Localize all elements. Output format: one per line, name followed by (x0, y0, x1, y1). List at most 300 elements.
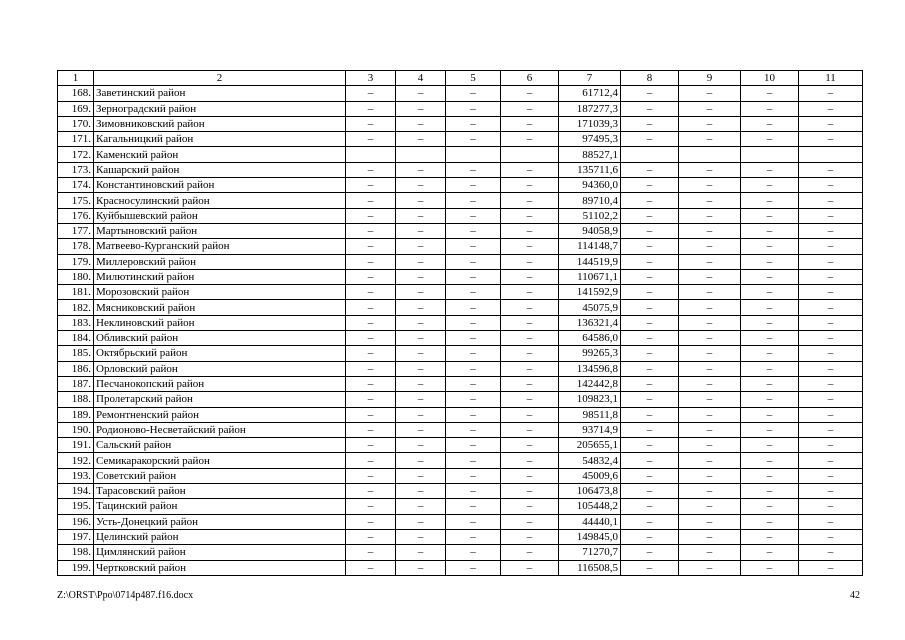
dash-cell: – (501, 178, 559, 193)
dash-cell: – (346, 499, 396, 514)
dash-cell: – (396, 422, 446, 437)
dash-cell: – (446, 239, 501, 254)
table-row (58, 453, 863, 468)
dash-cell: – (799, 269, 863, 284)
dash-cell: – (621, 529, 679, 544)
dash-cell: – (501, 407, 559, 422)
dash-cell: – (346, 254, 396, 269)
dash-cell: – (501, 239, 559, 254)
dash-cell: – (446, 422, 501, 437)
dash-cell: – (741, 86, 799, 101)
row-number: 185. (58, 346, 94, 361)
dash-cell: – (501, 223, 559, 238)
dash-cell: – (621, 254, 679, 269)
dash-cell: – (501, 331, 559, 346)
dash-cell (346, 147, 396, 162)
district-name: Тарасовский район (94, 484, 346, 499)
dash-cell: – (446, 560, 501, 575)
dash-cell: – (501, 361, 559, 376)
dash-cell: – (679, 499, 741, 514)
table-row (58, 407, 863, 422)
dash-cell: – (679, 484, 741, 499)
district-name: Ремонтненский район (94, 407, 346, 422)
dash-cell: – (446, 269, 501, 284)
dash-cell: – (741, 453, 799, 468)
row-number: 172. (58, 147, 94, 162)
dash-cell: – (346, 315, 396, 330)
dash-cell: – (346, 346, 396, 361)
dash-cell: – (679, 208, 741, 223)
dash-cell: – (679, 254, 741, 269)
value-cell: 116508,5 (559, 560, 621, 575)
table-row (58, 269, 863, 284)
dash-cell: – (621, 86, 679, 101)
table-row (58, 560, 863, 575)
dash-cell: – (621, 285, 679, 300)
dash-cell: – (679, 239, 741, 254)
dash-cell: – (679, 86, 741, 101)
table-row (58, 514, 863, 529)
dash-cell: – (621, 484, 679, 499)
dash-cell: – (679, 346, 741, 361)
column-header: 2 (94, 71, 346, 86)
dash-cell: – (446, 346, 501, 361)
dash-cell: – (396, 407, 446, 422)
dash-cell: – (799, 514, 863, 529)
district-name: Милютинский район (94, 269, 346, 284)
dash-cell: – (501, 208, 559, 223)
value-cell: 171039,3 (559, 116, 621, 131)
dash-cell: – (346, 285, 396, 300)
dash-cell: – (346, 101, 396, 116)
dash-cell: – (396, 361, 446, 376)
dash-cell: – (446, 178, 501, 193)
dash-cell: – (396, 193, 446, 208)
dash-cell: – (396, 116, 446, 131)
dash-cell (679, 147, 741, 162)
row-number: 190. (58, 422, 94, 437)
district-name: Обливский район (94, 331, 346, 346)
dash-cell: – (621, 499, 679, 514)
district-name: Мартыновский район (94, 223, 346, 238)
dash-cell (741, 147, 799, 162)
dash-cell: – (396, 132, 446, 147)
dash-cell: – (501, 315, 559, 330)
dash-cell: – (741, 392, 799, 407)
dash-cell: – (346, 560, 396, 575)
table-row (58, 392, 863, 407)
dash-cell: – (679, 162, 741, 177)
dash-cell: – (446, 208, 501, 223)
column-header: 10 (741, 71, 799, 86)
dash-cell: – (396, 254, 446, 269)
dash-cell: – (741, 162, 799, 177)
dash-cell: – (501, 392, 559, 407)
dash-cell: – (741, 239, 799, 254)
dash-cell: – (396, 453, 446, 468)
dash-cell: – (621, 208, 679, 223)
row-number: 171. (58, 132, 94, 147)
dash-cell: – (799, 529, 863, 544)
dash-cell: – (346, 86, 396, 101)
dash-cell: – (446, 101, 501, 116)
dash-cell: – (799, 132, 863, 147)
dash-cell: – (799, 193, 863, 208)
table-body (58, 86, 863, 576)
dash-cell: – (741, 514, 799, 529)
dash-cell: – (346, 223, 396, 238)
district-name: Семикаракорский район (94, 453, 346, 468)
dash-cell: – (741, 560, 799, 575)
column-header: 1 (58, 71, 94, 86)
dash-cell: – (446, 514, 501, 529)
dash-cell: – (346, 361, 396, 376)
dash-cell: – (679, 468, 741, 483)
dash-cell: – (396, 376, 446, 391)
dash-cell: – (396, 331, 446, 346)
dash-cell: – (446, 116, 501, 131)
dash-cell: – (501, 346, 559, 361)
row-number: 170. (58, 116, 94, 131)
dash-cell: – (799, 361, 863, 376)
dash-cell: – (679, 560, 741, 575)
row-number: 189. (58, 407, 94, 422)
column-header: 9 (679, 71, 741, 86)
table-row (58, 376, 863, 391)
dash-cell: – (501, 560, 559, 575)
district-name: Константиновский район (94, 178, 346, 193)
row-number: 180. (58, 269, 94, 284)
row-number: 187. (58, 376, 94, 391)
dash-cell: – (799, 101, 863, 116)
dash-cell: – (799, 499, 863, 514)
dash-cell: – (679, 529, 741, 544)
dash-cell: – (396, 545, 446, 560)
value-cell: 71270,7 (559, 545, 621, 560)
dash-cell: – (396, 208, 446, 223)
value-cell: 54832,4 (559, 453, 621, 468)
district-name: Зимовниковский район (94, 116, 346, 131)
dash-cell: – (446, 545, 501, 560)
dash-cell: – (396, 86, 446, 101)
dash-cell (799, 147, 863, 162)
table-row (58, 285, 863, 300)
value-cell: 94360,0 (559, 178, 621, 193)
dash-cell: – (396, 529, 446, 544)
value-cell: 61712,4 (559, 86, 621, 101)
table-header-row (58, 71, 863, 86)
dash-cell: – (799, 178, 863, 193)
table-row (58, 208, 863, 223)
dash-cell: – (446, 223, 501, 238)
dash-cell: – (346, 376, 396, 391)
dash-cell: – (446, 193, 501, 208)
dash-cell: – (396, 484, 446, 499)
dash-cell: – (621, 223, 679, 238)
table-row (58, 315, 863, 330)
district-name: Каменский район (94, 147, 346, 162)
dash-cell: – (446, 331, 501, 346)
dash-cell: – (679, 178, 741, 193)
value-cell: 64586,0 (559, 331, 621, 346)
dash-cell: – (621, 453, 679, 468)
value-cell: 141592,9 (559, 285, 621, 300)
dash-cell: – (346, 239, 396, 254)
dash-cell: – (446, 132, 501, 147)
dash-cell: – (346, 468, 396, 483)
dash-cell: – (799, 438, 863, 453)
table-row (58, 361, 863, 376)
dash-cell: – (396, 560, 446, 575)
dash-cell: – (741, 529, 799, 544)
dash-cell: – (396, 468, 446, 483)
district-name: Красносулинский район (94, 193, 346, 208)
value-cell: 97495,3 (559, 132, 621, 147)
dash-cell: – (446, 361, 501, 376)
dash-cell: – (621, 315, 679, 330)
dash-cell: – (501, 86, 559, 101)
district-name: Сальский район (94, 438, 346, 453)
dash-cell: – (741, 223, 799, 238)
table-row (58, 223, 863, 238)
dash-cell: – (799, 484, 863, 499)
dash-cell: – (679, 315, 741, 330)
district-name: Орловский район (94, 361, 346, 376)
value-cell: 44440,1 (559, 514, 621, 529)
table-row (58, 254, 863, 269)
dash-cell: – (621, 468, 679, 483)
dash-cell: – (621, 361, 679, 376)
dash-cell: – (346, 300, 396, 315)
dash-cell: – (799, 86, 863, 101)
dash-cell: – (346, 453, 396, 468)
dash-cell: – (346, 178, 396, 193)
dash-cell: – (346, 193, 396, 208)
dash-cell: – (741, 132, 799, 147)
dash-cell (396, 147, 446, 162)
district-name: Усть-Донецкий район (94, 514, 346, 529)
footer-page-number: 42 (850, 590, 860, 601)
value-cell: 51102,2 (559, 208, 621, 223)
value-cell: 99265,3 (559, 346, 621, 361)
dash-cell: – (501, 499, 559, 514)
value-cell: 134596,8 (559, 361, 621, 376)
dash-cell: – (396, 438, 446, 453)
district-name: Заветинский район (94, 86, 346, 101)
dash-cell: – (741, 101, 799, 116)
dash-cell: – (396, 346, 446, 361)
dash-cell: – (799, 285, 863, 300)
dash-cell: – (501, 300, 559, 315)
dash-cell: – (679, 453, 741, 468)
dash-cell: – (799, 300, 863, 315)
value-cell: 98511,8 (559, 407, 621, 422)
value-cell: 106473,8 (559, 484, 621, 499)
dash-cell: – (621, 346, 679, 361)
dash-cell: – (741, 193, 799, 208)
dash-cell: – (741, 331, 799, 346)
table-row (58, 300, 863, 315)
dash-cell: – (799, 208, 863, 223)
dash-cell: – (679, 361, 741, 376)
dash-cell: – (396, 178, 446, 193)
footer-file-path: Z:\ORST\Ppo\0714p487.f16.docx (57, 590, 194, 601)
dash-cell: – (679, 269, 741, 284)
value-cell: 93714,9 (559, 422, 621, 437)
dash-cell: – (621, 193, 679, 208)
dash-cell: – (346, 269, 396, 284)
table-row (58, 132, 863, 147)
column-header: 11 (799, 71, 863, 86)
district-name: Куйбышевский район (94, 208, 346, 223)
row-number: 183. (58, 315, 94, 330)
dash-cell: – (799, 116, 863, 131)
dash-cell: – (446, 162, 501, 177)
table-row (58, 178, 863, 193)
dash-cell: – (346, 422, 396, 437)
value-cell: 135711,6 (559, 162, 621, 177)
dash-cell: – (501, 376, 559, 391)
row-number: 173. (58, 162, 94, 177)
dash-cell: – (501, 269, 559, 284)
dash-cell: – (679, 545, 741, 560)
table-row (58, 101, 863, 116)
value-cell: 136321,4 (559, 315, 621, 330)
row-number: 197. (58, 529, 94, 544)
dash-cell: – (501, 468, 559, 483)
row-number: 198. (58, 545, 94, 560)
dash-cell: – (396, 514, 446, 529)
dash-cell: – (621, 178, 679, 193)
table-row (58, 116, 863, 131)
dash-cell: – (501, 193, 559, 208)
row-number: 194. (58, 484, 94, 499)
dash-cell: – (501, 438, 559, 453)
dash-cell: – (446, 392, 501, 407)
dash-cell: – (346, 484, 396, 499)
dash-cell: – (501, 453, 559, 468)
value-cell: 114148,7 (559, 239, 621, 254)
column-header: 8 (621, 71, 679, 86)
table-row (58, 86, 863, 101)
dash-cell: – (446, 468, 501, 483)
district-name: Мясниковский район (94, 300, 346, 315)
dash-cell: – (741, 438, 799, 453)
dash-cell: – (501, 116, 559, 131)
row-number: 188. (58, 392, 94, 407)
district-name: Цимлянский район (94, 545, 346, 560)
dash-cell: – (446, 300, 501, 315)
value-cell: 142442,8 (559, 376, 621, 391)
dash-cell: – (446, 529, 501, 544)
value-cell: 88527,1 (559, 147, 621, 162)
dash-cell: – (679, 285, 741, 300)
table-row (58, 499, 863, 514)
dash-cell: – (741, 407, 799, 422)
row-number: 168. (58, 86, 94, 101)
dash-cell: – (799, 422, 863, 437)
dash-cell: – (679, 101, 741, 116)
dash-cell: – (741, 116, 799, 131)
dash-cell (501, 147, 559, 162)
dash-cell: – (621, 514, 679, 529)
dash-cell: – (621, 239, 679, 254)
dash-cell: – (446, 499, 501, 514)
district-name: Октябрьский район (94, 346, 346, 361)
dash-cell: – (501, 101, 559, 116)
dash-cell: – (501, 422, 559, 437)
dash-cell: – (396, 499, 446, 514)
dash-cell: – (679, 116, 741, 131)
data-table (57, 70, 863, 576)
dash-cell: – (679, 376, 741, 391)
district-name: Песчанокопский район (94, 376, 346, 391)
row-number: 178. (58, 239, 94, 254)
table-row (58, 346, 863, 361)
value-cell: 110671,1 (559, 269, 621, 284)
dash-cell: – (679, 300, 741, 315)
dash-cell: – (741, 208, 799, 223)
dash-cell: – (741, 376, 799, 391)
dash-cell: – (346, 132, 396, 147)
value-cell: 45075,9 (559, 300, 621, 315)
dash-cell: – (396, 300, 446, 315)
dash-cell: – (799, 254, 863, 269)
dash-cell: – (741, 499, 799, 514)
dash-cell: – (346, 407, 396, 422)
value-cell: 109823,1 (559, 392, 621, 407)
dash-cell: – (799, 376, 863, 391)
column-header: 5 (446, 71, 501, 86)
dash-cell: – (799, 453, 863, 468)
dash-cell: – (396, 269, 446, 284)
district-name: Матвеево-Курганский район (94, 239, 346, 254)
value-cell: 94058,9 (559, 223, 621, 238)
dash-cell: – (621, 162, 679, 177)
table-row (58, 162, 863, 177)
dash-cell: – (741, 468, 799, 483)
dash-cell: – (741, 545, 799, 560)
district-name: Неклиновский район (94, 315, 346, 330)
dash-cell: – (501, 514, 559, 529)
dash-cell: – (621, 376, 679, 391)
dash-cell: – (446, 484, 501, 499)
dash-cell: – (799, 346, 863, 361)
row-number: 192. (58, 453, 94, 468)
dash-cell: – (621, 101, 679, 116)
dash-cell: – (346, 529, 396, 544)
dash-cell: – (396, 239, 446, 254)
dash-cell: – (396, 392, 446, 407)
dash-cell (446, 147, 501, 162)
dash-cell: – (346, 208, 396, 223)
district-name: Тацинский район (94, 499, 346, 514)
dash-cell: – (679, 514, 741, 529)
dash-cell: – (679, 407, 741, 422)
dash-cell: – (446, 285, 501, 300)
row-number: 176. (58, 208, 94, 223)
district-name: Родионово-Несветайский район (94, 422, 346, 437)
table-row (58, 545, 863, 560)
dash-cell: – (501, 545, 559, 560)
row-number: 179. (58, 254, 94, 269)
dash-cell: – (621, 545, 679, 560)
dash-cell: – (446, 315, 501, 330)
district-name: Советский район (94, 468, 346, 483)
dash-cell: – (396, 223, 446, 238)
dash-cell: – (679, 193, 741, 208)
column-header: 6 (501, 71, 559, 86)
